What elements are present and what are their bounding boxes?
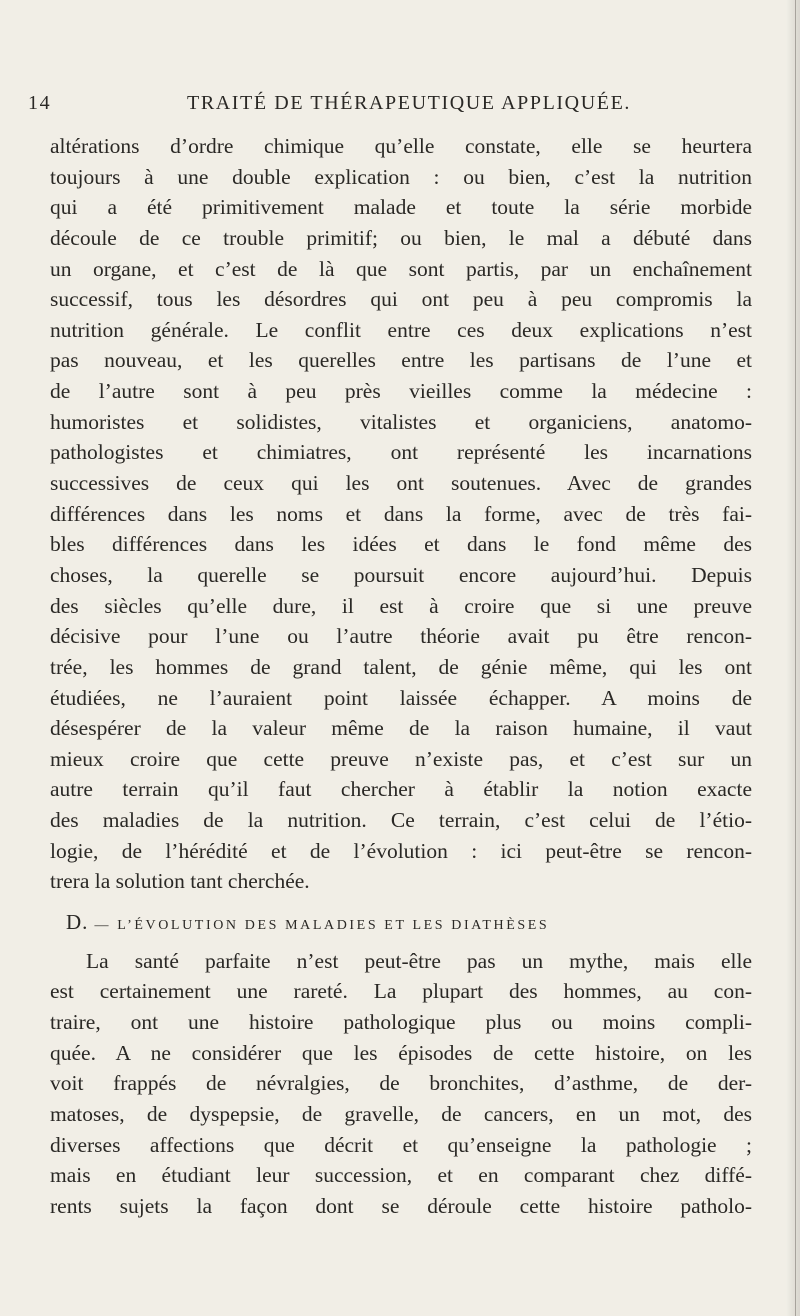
text-line: des maladies de la nutrition. Ce terrain, c’est celui de l’étio- <box>50 808 752 833</box>
running-head <box>28 92 750 122</box>
section-letter: D. <box>66 910 89 935</box>
body-text <box>50 131 752 1221</box>
section-heading <box>50 907 752 938</box>
paragraph-1 <box>50 131 752 897</box>
page-number: 14 <box>28 92 52 114</box>
text-line: différences dans les noms et dans la forme, avec de très fai- <box>50 501 752 526</box>
text-line: de l’autre sont à peu près vieilles comme la médecine : <box>50 379 752 404</box>
text-line: bles différences dans les idées et dans le fond même des <box>50 532 752 557</box>
text-line: matoses, de dyspepsie, de gravelle, de cancers, en un mot, des <box>50 1101 752 1126</box>
text-line: voit frappés de névralgies, de bronchites, d’asthme, de der- <box>50 1071 752 1096</box>
text-line: mieux croire que cette preuve n’existe pas, et c’est sur un <box>50 746 752 771</box>
text-line: désespérer de la valeur même de la raison humaine, il vaut <box>50 716 752 741</box>
section-title: L’ÉVOLUTION DES MALADIES ET LES DIATHÈSES <box>117 918 550 934</box>
text-line: un organe, et c’est de là que sont partis, par un enchaînement <box>50 256 752 281</box>
text-line: nutrition générale. Le conflit entre ces deux explications n’est <box>50 317 752 342</box>
text-line: diverses affections que décrit et qu’enseigne la pathologie ; <box>50 1132 752 1157</box>
text-line: trée, les hommes de grand talent, de génie même, qui les ont <box>50 654 752 679</box>
text-line: La santé parfaite n’est peut-être pas un mythe, mais elle <box>86 948 752 973</box>
text-line: des siècles qu’elle dure, il est à croire que si une preuve <box>50 593 752 618</box>
text-line: quée. A ne considérer que les épisodes de cette histoire, on les <box>50 1040 752 1065</box>
text-line: altérations d’ordre chimique qu’elle constate, elle se heurtera <box>50 134 752 158</box>
text-line: trera la solution tant cherchée. <box>50 869 310 894</box>
running-title: TRAITÉ DE THÉRAPEUTIQUE APPLIQUÉE. <box>187 92 631 114</box>
text-line: pathologistes et chimiatres, ont représenté les incarnations <box>50 440 752 465</box>
text-line: humoristes et solidistes, vitalistes et organiciens, anatomo- <box>50 409 752 434</box>
text-line: choses, la querelle se poursuit encore aujourd’hui. Depuis <box>50 562 752 587</box>
text-line: étudiées, ne l’auraient point laissée échapper. A moins de <box>50 685 752 710</box>
text-line: décisive pour l’une ou l’autre théorie avait pu être rencon- <box>50 624 752 649</box>
text-line: successif, tous les désordres qui ont peu à peu compromis la <box>50 287 752 312</box>
text-line: mais en étudiant leur succession, et en comparant chez diffé- <box>50 1163 752 1188</box>
page-edge-line <box>795 0 796 1316</box>
text-line: successives de ceux qui les ont soutenues. Avec de grandes <box>50 471 752 496</box>
text-line: est certainement une rareté. La plupart des hommes, au con- <box>50 979 752 1004</box>
paragraph-2 <box>50 946 752 1222</box>
text-line: logie, de l’hérédité et de l’évolution : ici peut-être se rencon- <box>50 838 752 863</box>
text-line: traire, ont une histoire pathologique plus ou moins compli- <box>50 1009 752 1034</box>
text-line: pas nouveau, et les querelles entre les partisans de l’une et <box>50 348 752 373</box>
text-line: découle de ce trouble primitif; ou bien, le mal a débuté dans <box>50 225 752 250</box>
section-dash: — <box>88 918 118 934</box>
text-line: toujours à une double explication : ou bien, c’est la nutrition <box>50 164 752 189</box>
text-line: autre terrain qu’il faut chercher à établir la notion exacte <box>50 777 752 802</box>
text-line: qui a été primitivement malade et toute la série morbide <box>50 195 752 220</box>
text-line: rents sujets la façon dont se déroule cette histoire patholo- <box>50 1193 752 1218</box>
page-edge-shadow <box>786 0 800 1316</box>
